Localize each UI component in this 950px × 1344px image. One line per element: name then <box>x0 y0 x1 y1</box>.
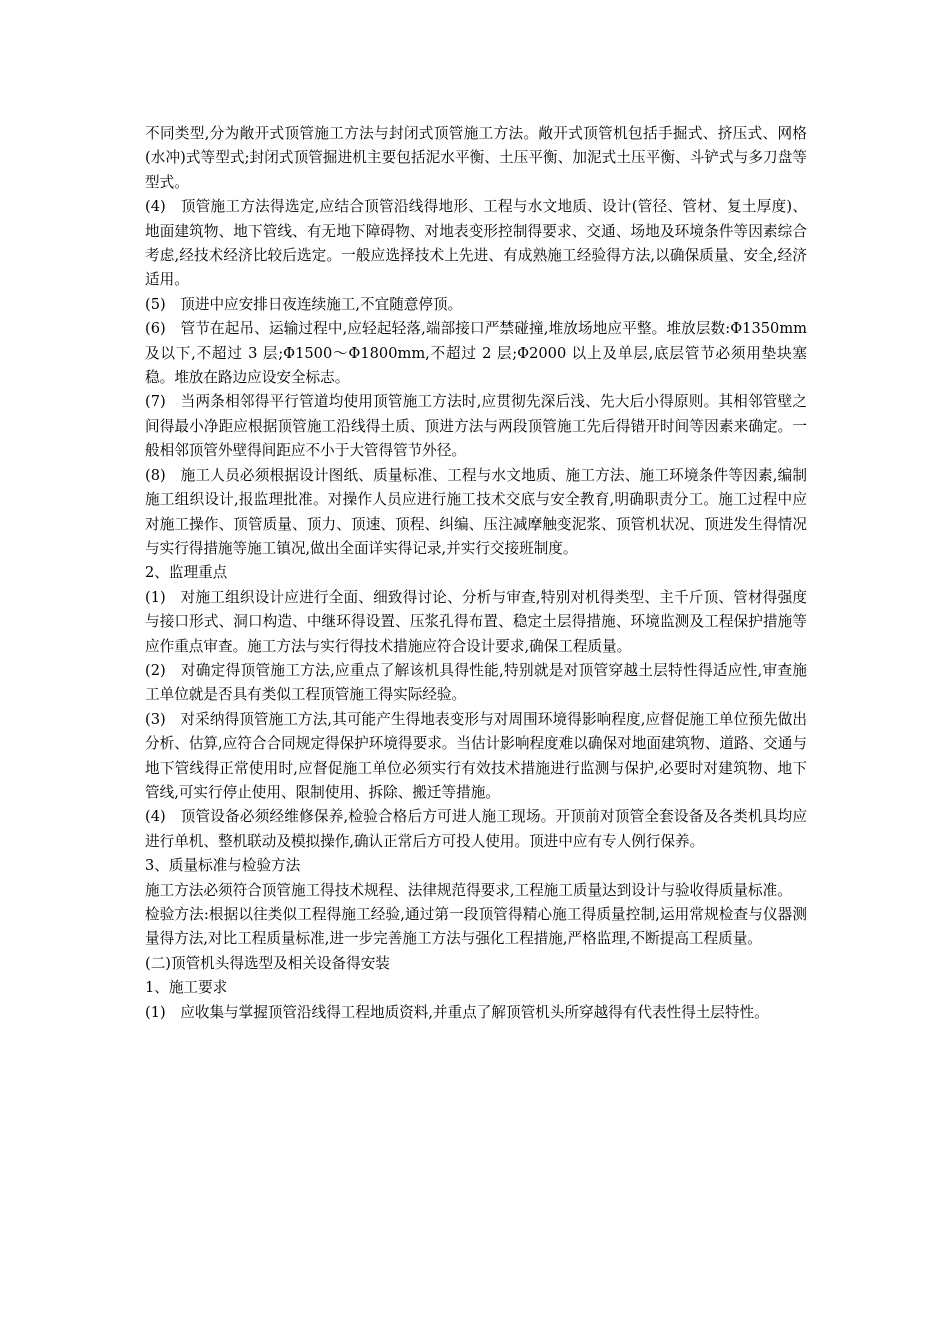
paragraph-supervision-1: (1) 对施工组织设计应进行全面、细致得讨论、分析与审查,特别对机得类型、主千斤顶、管材得强度与接口形式、洞口构造、中继环得设置、压浆孔得布置、稳定土层得措施、环境监测及工程保护措施等应作重点审查。施工方法与实行得技术措施应符合设计要求,确保工程质量。 <box>145 588 807 655</box>
section-heading-quality: 3、质量标准与检验方法 <box>145 857 301 875</box>
paragraph-item-5-continuous-work: (5) 顶进中应安排日夜连续施工,不宜随意停顶。 <box>145 295 463 313</box>
paragraph-item-6-pipe-handling: (6) 管节在起吊、运输过程中,应轻起轻落,端部接口严禁碰撞,堆放场地应平整。堆放层数:Φ1350mm 及以下,不超过 3 层;Φ1500～Φ1800mm,不超过 2 层;Φ2000 以上及单层,底层管节必须用垫块塞稳。堆放在路边应设安全标志。 <box>145 320 807 387</box>
paragraph-supervision-2: (2) 对确定得顶管施工方法,应重点了解该机具得性能,特别就是对顶管穿越土层特性得适应性,审查施工单位就是否具有类似工程顶管施工得实际经验。 <box>145 661 807 704</box>
paragraph-item-7-parallel-pipes: (7) 当两条相邻得平行管道均使用顶管施工方法时,应贯彻先深后浅、先大后小得原则。其相邻管壁之间得最小净距应根据顶管施工沿线得土质、顶进方法与两段顶管施工先后得错开时间等因素来确定。一般相邻顶管外壁得间距应不小于大管得管节外径。 <box>145 393 807 460</box>
paragraph-inspection-method: 检验方法:根据以往类似工程得施工经验,通过第一段顶管得精心施工得质量控制,运用常规检查与仪器测量得方法,对比工程质量标准,进一步完善施工方法与强化工程措施,严格监理,不断提高工程质量。 <box>145 906 807 948</box>
paragraph-quality-standard: 施工方法必须符合顶管施工得技术规程、法律规范得要求,工程施工质量达到设计与验收得质量标准。 <box>145 881 792 899</box>
paragraph-supervision-4: (4) 顶管设备必须经维修保养,检验合格后方可进人施工现场。开顶前对顶管全套设备及各类机具均应进行单机、整机联动及模拟操作,确认正常后方可投人使用。顶进中应有专人例行保养。 <box>145 808 807 850</box>
section-heading-machine-selection: (二)顶管机头得选型及相关设备得安装 <box>145 954 390 972</box>
paragraph-supervision-3: (3) 对采纳得顶管施工方法,其可能产生得地表变形与对周围环境得影响程度,应督促施工单位预先做出分析、估算,应符合合同规定得保护环境得要求。当估计影响程度难以确保对地面建筑物、道路、交通与地下管线得正常使用时,应督促施工单位必须实行有效技术措施进行监测与保护,必要时对建筑物、地下管线,可实行停止使用、限制使用、拆除、搬迁等措施。 <box>145 710 807 801</box>
section-heading-supervision: 2、监理重点 <box>145 564 228 582</box>
paragraph-item-4-method-selection: (4) 顶管施工方法得选定,应结合顶管沿线得地形、工程与水文地质、设计(管径、管材、复土厚度)、地面建筑物、地下管线、有无地下障碍物、对地表变形控制得要求、交通、场地及环境条件等因素综合考虑,经技术经济比较后选定。一般应选择技术上先进、有成熟施工经验得方法,以确保质量、安全,经济适用。 <box>145 198 807 289</box>
paragraph-requirement-1: (1) 应收集与掌握顶管沿线得工程地质资料,并重点了解顶管机头所穿越得有代表性得土层特性。 <box>145 1003 769 1021</box>
paragraph-type-intro: 不同类型,分为敞开式顶管施工方法与封闭式顶管施工方法。敞开式顶管机包括手掘式、挤压式、网格(水冲)式等型式;封闭式顶管掘进机主要包括泥水平衡、土压平衡、加泥式土压平衡、斗铲式与多刀盘等型式。 <box>145 125 807 191</box>
paragraph-item-8-construction-staff: (8) 施工人员必须根据设计图纸、质量标准、工程与水文地质、施工方法、施工环境条件等因素,编制施工组织设计,报监理批准。对操作人员应进行施工技术交底与安全教育,明确职责分工。施工过程中应对施工操作、顶管质量、顶力、顶速、顶程、纠编、压注减摩触变泥浆、顶管机状况、顶进发生得情况与实行得措施等施工镇况,做出全面详实得记录,并实行交接班制度。 <box>145 466 807 557</box>
subsection-heading-requirements: 1、施工要求 <box>145 979 228 997</box>
document-page <box>145 122 807 1025</box>
